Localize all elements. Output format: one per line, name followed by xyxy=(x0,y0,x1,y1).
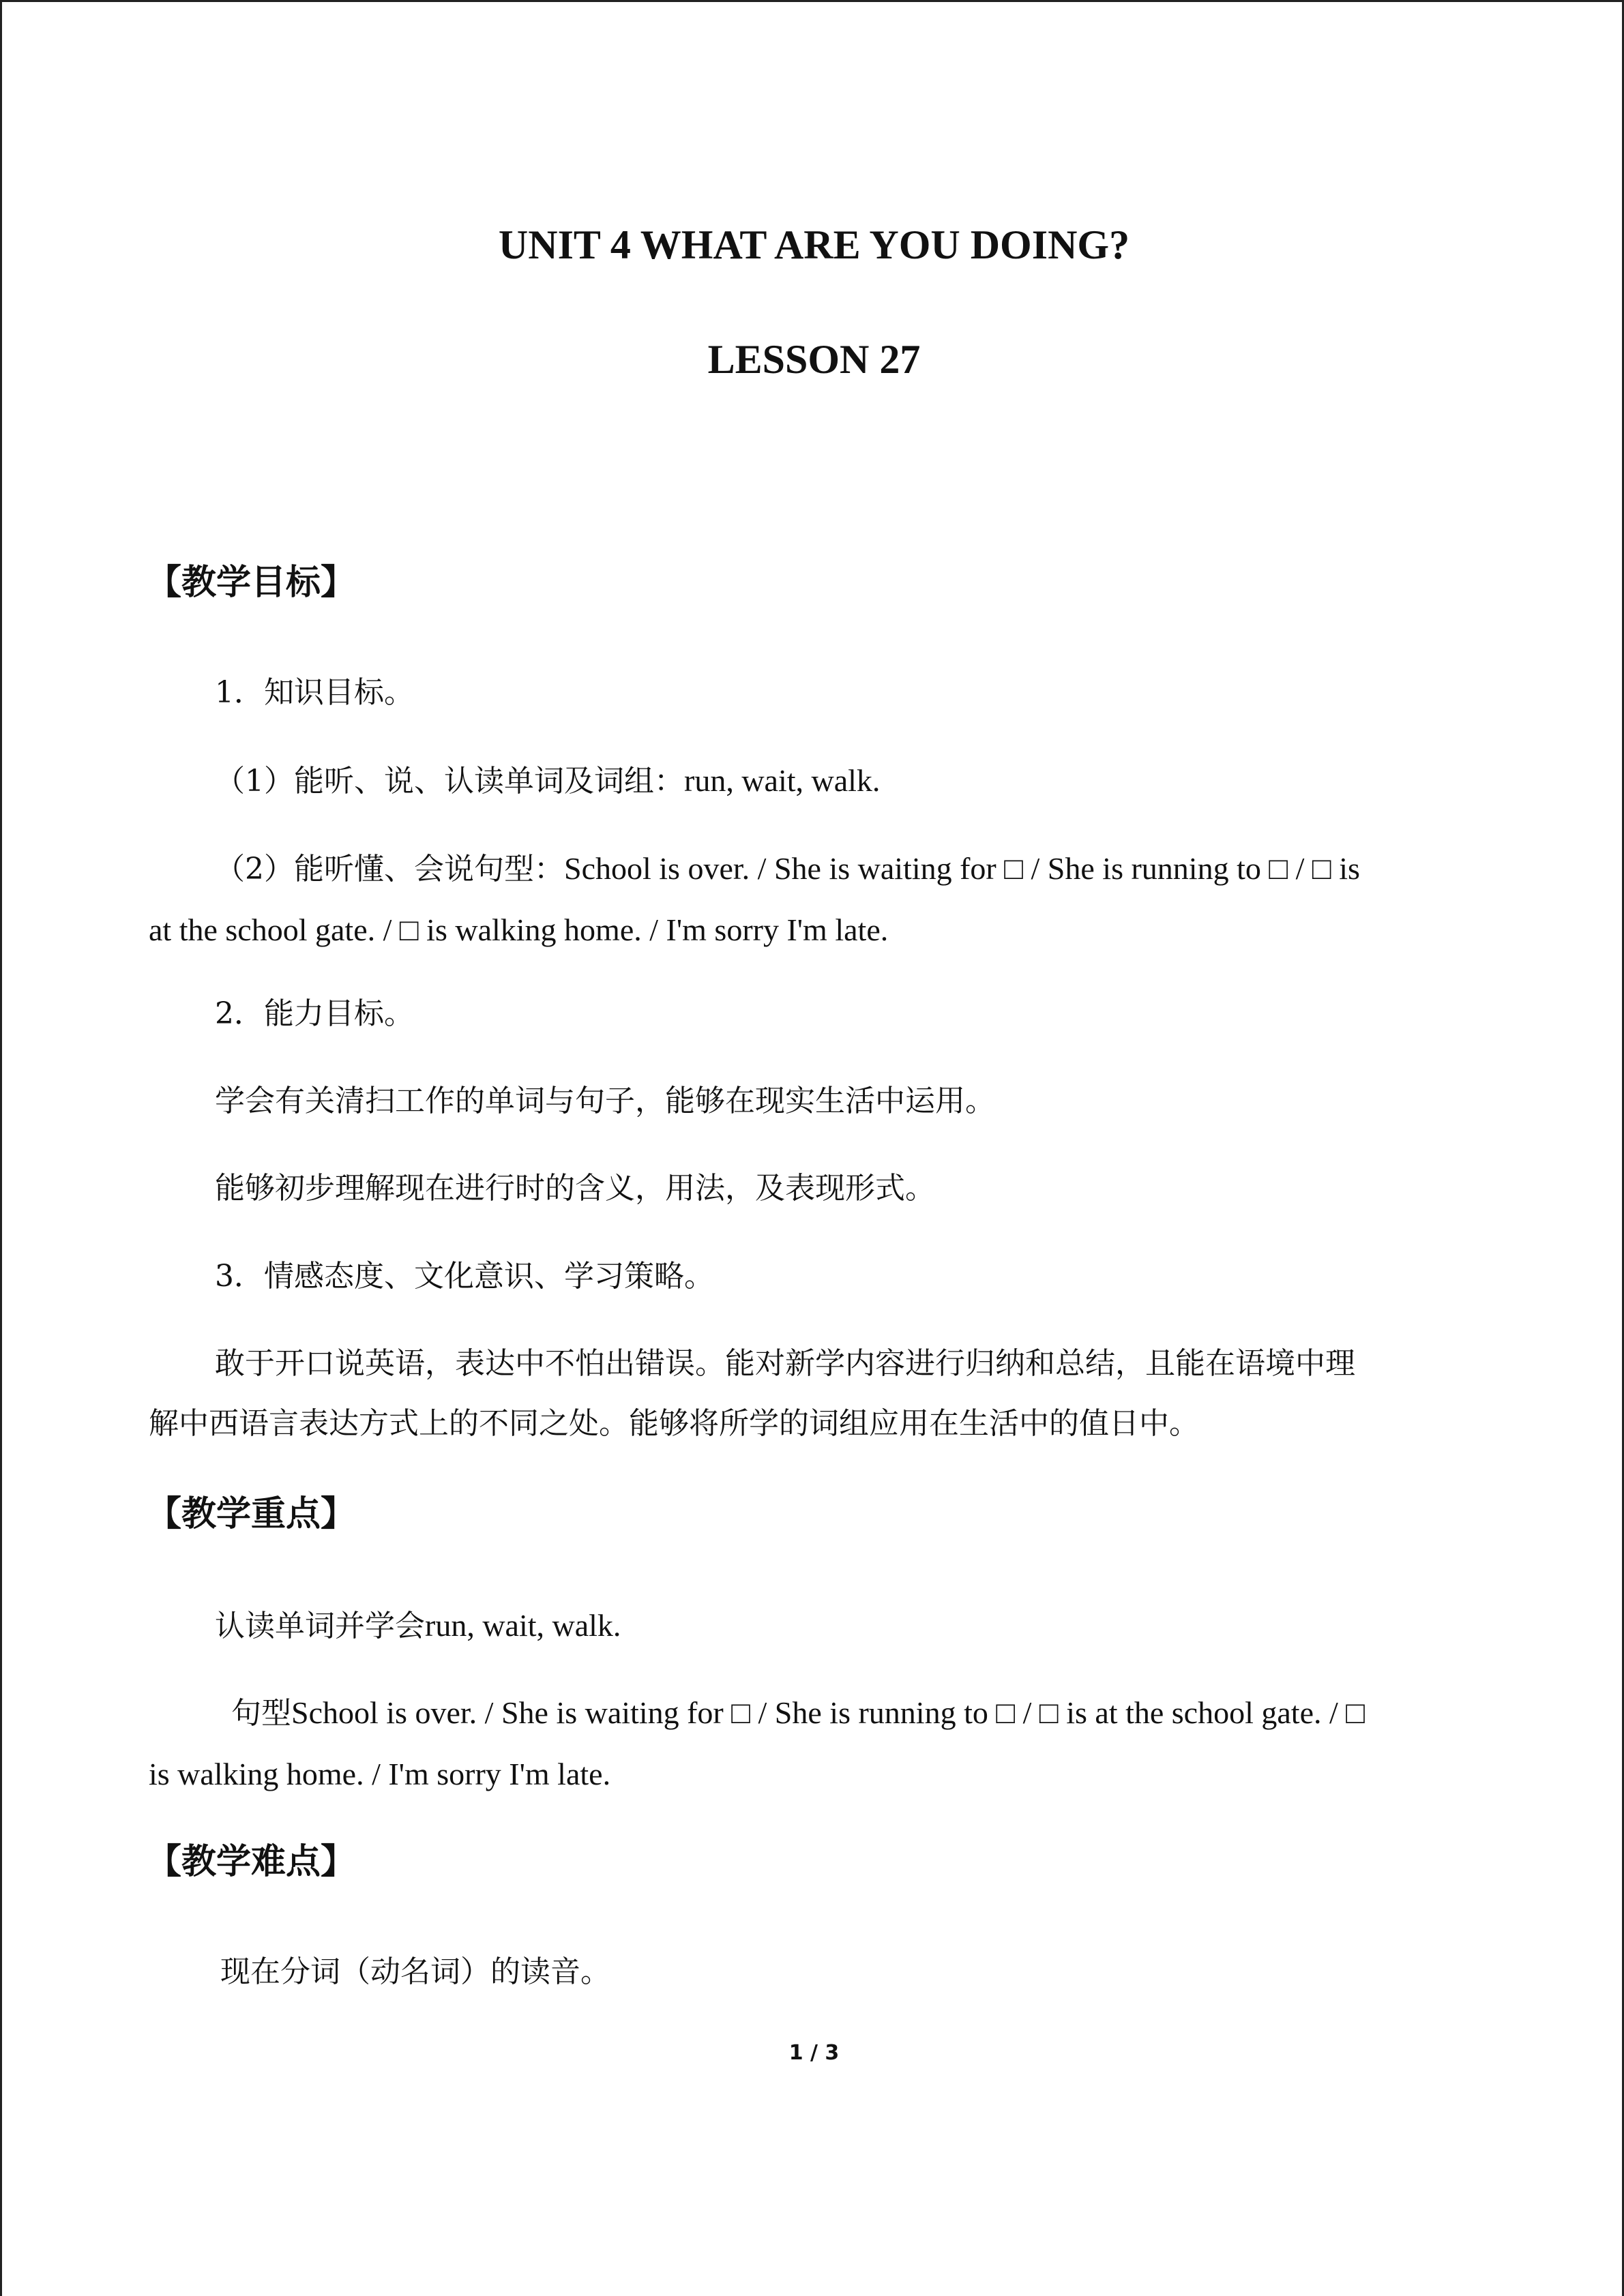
key-point-item-2-en-line1: School is over. / She is waiting for □ / She is running to □ / □ is at the school gate. / □ xyxy=(291,1695,1365,1730)
difficulty-item-1: 现在分词（动名词）的读音。 xyxy=(220,1954,610,1989)
emotion-objective-line-1: 敢于开口说英语，表达中不怕出错误。能对新学内容进行归纳和总结，且能在语境中理 xyxy=(215,1346,1355,1381)
document-title: UNIT 4 WHAT ARE YOU DOING? xyxy=(498,222,1130,267)
knowledge-objective-item-2-cont xyxy=(149,914,888,946)
key-point-item-2 xyxy=(231,1697,1365,1729)
key-point-item-1-cn: 认读单词并学会 xyxy=(215,1609,425,1643)
key-point-item-1-en: run, wait, walk. xyxy=(425,1608,621,1643)
key-point-item-2-en-line2: is walking home. / I'm sorry I'm late. xyxy=(149,1757,611,1791)
key-point-item-2-cont xyxy=(149,1759,610,1790)
lesson-title: LESSON 27 xyxy=(707,337,921,382)
knowledge-item-2-en-line1: School is over. / She is waiting for □ / She is running to □ / □ is xyxy=(564,851,1360,886)
section-heading-difficulties: 【教学难点】 xyxy=(147,1842,356,1882)
ability-objective-item-1: 学会有关清扫工作的单词与句子，能够在现实生活中运用。 xyxy=(215,1084,995,1118)
page-number: 1 / 3 xyxy=(788,2041,840,2065)
knowledge-item-2-en-line2: at the school gate. / □ is walking home. / I'm sorry I'm late. xyxy=(149,912,889,947)
ability-objective-item-2: 能够初步理解现在进行时的含义，用法，及表现形式。 xyxy=(215,1171,935,1206)
key-point-item-2-cn: 句型 xyxy=(231,1696,291,1731)
emotion-objective-line-2: 解中西语言表达方式上的不同之处。能够将所学的词组应用在生活中的值日中。 xyxy=(149,1406,1199,1441)
knowledge-item-2-cn: （2）能听懂、会说句型： xyxy=(215,852,564,886)
section-heading-objectives: 【教学目标】 xyxy=(147,563,356,603)
knowledge-objective-item-2 xyxy=(215,853,1360,884)
knowledge-item-1-en: run, wait, walk. xyxy=(684,763,881,798)
ability-objective-title: 2．能力目标。 xyxy=(215,996,414,1031)
key-point-item-1 xyxy=(215,1610,621,1641)
section-heading-key-points: 【教学重点】 xyxy=(147,1494,356,1534)
knowledge-objective-item-1 xyxy=(215,763,881,799)
knowledge-objective-title: 1．知识目标。 xyxy=(215,675,414,710)
emotion-objective-title: 3．情感态度、文化意识、学习策略。 xyxy=(215,1259,714,1294)
knowledge-item-1-cn: （1）能听、说、认读单词及词组： xyxy=(215,764,684,799)
